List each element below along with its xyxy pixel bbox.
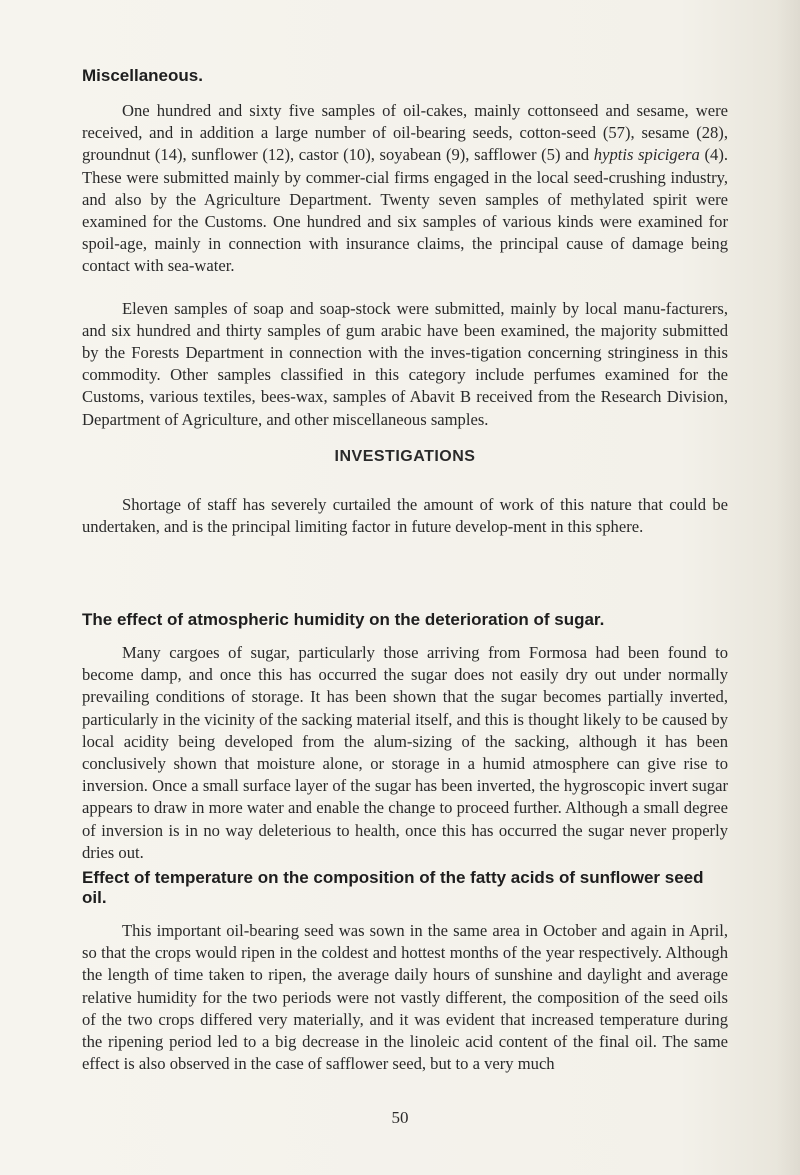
sunflower-title: Effect of temperature on the composition of the fatty acids of sunflower seed oil. <box>82 868 704 907</box>
miscellaneous-paragraph-2: Eleven samples of soap and soap-stock were submitted, mainly by local manu-facturers, and six hundred and thirty samples of gum arabic have been examined, the majority submitted by the Forests Department in connection with the inves-tigation concerning stringiness in this commodity. Other samples classified in this category include perfumes examined for the Customs, various textiles, bees-wax, samples of Abavit B received from the Research Division, Department of Agriculture, and other miscellaneous samples. <box>82 298 728 429</box>
investigations-section <box>82 448 728 538</box>
sugar-section <box>82 610 728 864</box>
sunflower-paragraph: This important oil-bearing seed was sown in the same area in October and again in April, so that the crops would ripen in the coldest and hottest months of the year respectively. Although the length of time taken to ripen, the average daily hours of sunshine and daylight and average relative humidity for the two periods were not vastly different, the composition of the seed oils of the two crops differed very materially, and it was evident that increased temperature during the ripening period led to a big decrease in the linoleic acid content of the final oil. The same effect is also observed in the case of safflower seed, but to a very much <box>82 921 728 1074</box>
miscellaneous-section <box>82 66 728 431</box>
page-number: 50 <box>391 1108 409 1127</box>
miscellaneous-title: Miscellaneous. <box>82 66 203 85</box>
investigations-heading: INVESTIGATIONS <box>334 448 476 465</box>
sugar-paragraph: Many cargoes of sugar, particularly those arriving from Formosa had been found to become damp, and once this has occurred the sugar does not easily dry out under normally prevailing conditions of storage. It has been shown that the sugar becomes partially inverted, particularly in the vicinity of the sacking material itself, and this is thought likely to be caused by local acidity being developed from the alum-sizing of the sacking, although it has been conclusively shown that moisture alone, or storage in a humid atmosphere can give rise to inversion. Once a small surface layer of the sugar has been inverted, the hygroscopic invert sugar appears to draw in more water and enable the change to proceed further. Although a small degree of inversion is in no way deleterious to health, once this has occurred the sugar never properly dries out. <box>82 643 728 862</box>
sugar-title: The effect of atmospheric humidity on the deterioration of sugar. <box>82 610 605 629</box>
sunflower-section <box>82 868 728 1075</box>
miscellaneous-paragraph-1: One hundred and sixty five samples of oil-cakes, mainly cottonseed and sesame, were received, and in addition a large number of oil-bearing seeds, cotton-seed (57), sesame (28), groundnut (14), sunflower (12), castor (10), soyabean (9), safflower (5) and hyptis spicigera (4). These were submitted mainly by commer-cial firms engaged in the local seed-crushing industry, and also by the Agriculture Department. Twenty seven samples of methylated spirit were examined for the Customs. One hundred and six samples of various kinds were examined for spoil-age, mainly in connection with insurance claims, the principal cause of damage being contact with sea-water. <box>82 101 729 276</box>
investigations-paragraph: Shortage of staff has severely curtailed the amount of work of this nature that could be undertaken, and is the principal limiting factor in future develop-ment in this sphere. <box>82 495 728 537</box>
